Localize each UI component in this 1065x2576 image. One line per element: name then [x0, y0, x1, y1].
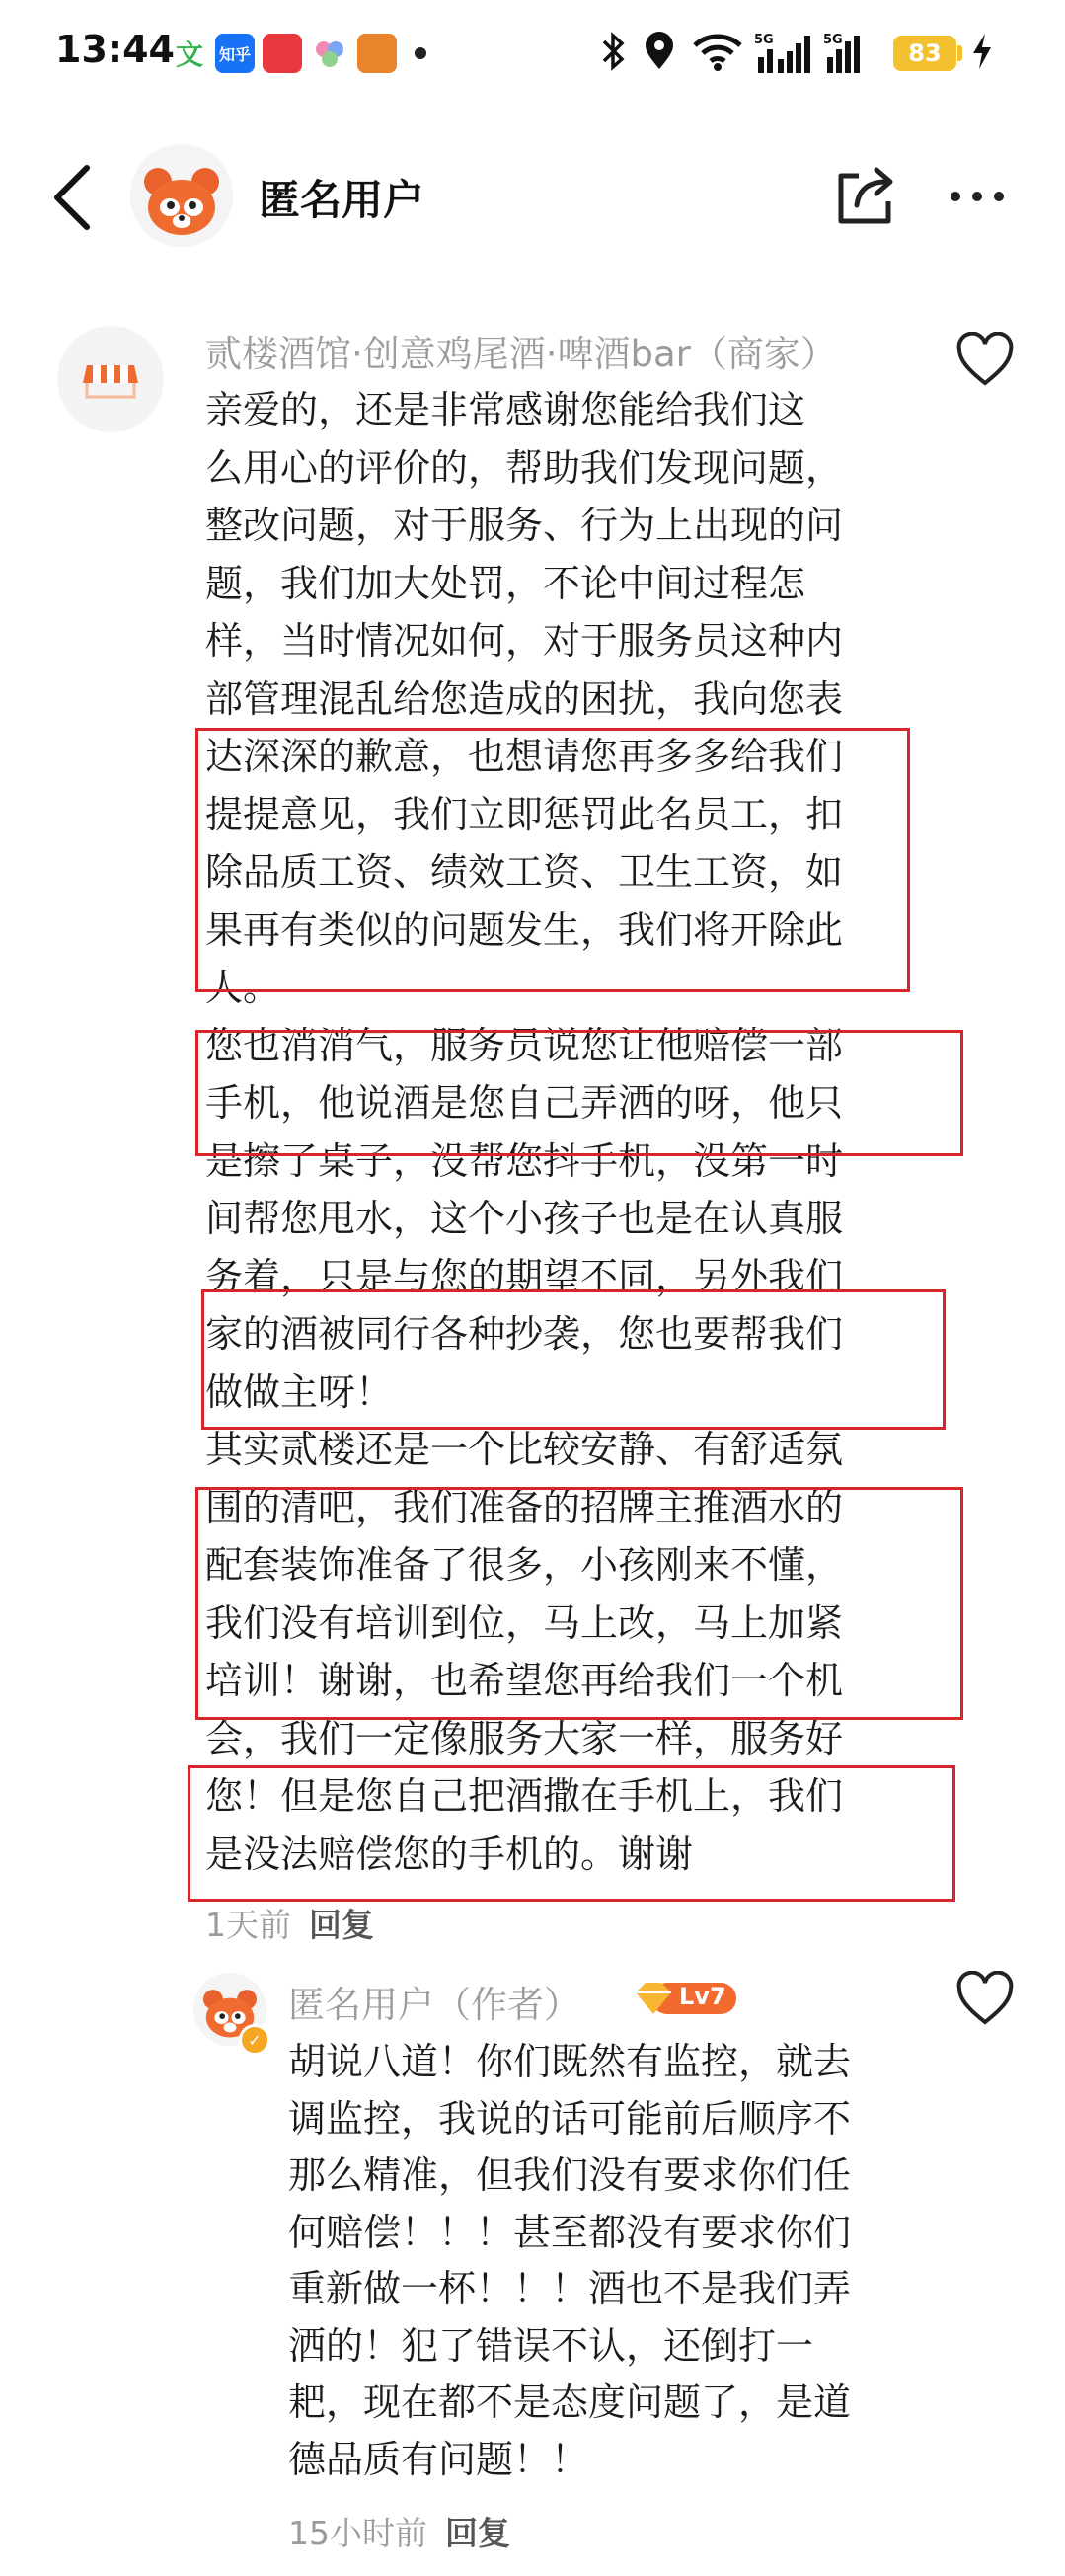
comment-line: 间帮您甩水，这个小孩子也是在认真服: [205, 1197, 844, 1240]
reply-button[interactable]: 回复: [445, 2514, 510, 2552]
comment-line: 围的清吧，我们准备的招牌主推酒水的: [205, 1485, 844, 1529]
reply-line: 调监控，我说的话可能前后顺序不: [288, 2096, 852, 2141]
comment-line: 部管理混乱给您造成的困扰，我向您表: [205, 676, 844, 721]
comment-line: 务着，只是与您的期望不同，另外我们: [205, 1254, 844, 1298]
comment-line: 其实贰楼还是一个比较安静、有舒适氛: [205, 1428, 844, 1471]
avatar[interactable]: [130, 144, 233, 247]
comment-line: 果再有类似的问题发生，我们将开除此: [205, 907, 844, 952]
charging-icon: [969, 30, 995, 82]
comment-line: 整改问题，对于服务、行为上出现的问: [205, 504, 844, 547]
comment-line: 做做主呀！: [205, 1369, 394, 1414]
status-bar: [0, 0, 1065, 99]
comment-line: 题，我们加大处罚，不论中间过程怎: [205, 561, 806, 605]
reply-text: [288, 2034, 940, 2488]
share-button[interactable]: [829, 158, 904, 233]
svg-text:5G: 5G: [754, 33, 774, 47]
merchant-avatar[interactable]: [57, 326, 164, 432]
reply-meta: [288, 2508, 510, 2554]
svg-text:5G: 5G: [823, 33, 843, 47]
like-button[interactable]: [955, 332, 1015, 387]
zhihu-app-icon: 知乎: [215, 34, 255, 73]
store-icon: [57, 326, 164, 432]
battery-indicator: 83: [893, 36, 956, 71]
more-notifications-dot: [415, 47, 426, 59]
reply-line: 重新做一杯！！！酒也不是我们弄: [288, 2267, 852, 2310]
comment-line: 是擦了桌子，没帮您抖手机，没第一时: [205, 1138, 844, 1183]
comment-line: 达深深的歉意，也想请您再多多给我们: [205, 735, 844, 778]
comment-line: 是没法赔偿您的手机的。谢谢: [205, 1832, 694, 1876]
comment-line: 么用心的评价的，帮助我们发现问题，: [205, 445, 844, 490]
status-time: 13:44: [55, 28, 175, 71]
level-badge: [632, 1979, 738, 2018]
comment-time: 1天前: [205, 1906, 291, 1944]
comment-line: 手机，他说酒是您自己弄洒的呀，他只: [205, 1081, 844, 1125]
reply-author-name[interactable]: 匿名用户（作者）: [288, 1984, 580, 2026]
reply-time: 15小时前: [288, 2514, 427, 2552]
comment-line: 亲爱的，还是非常感谢您能给我们这: [205, 388, 806, 431]
reply-button[interactable]: 回复: [309, 1906, 374, 1944]
comment-line: 提提意见，我们立即惩罚此名员工，扣: [205, 792, 844, 836]
like-button[interactable]: [955, 1971, 1015, 2026]
highlight-box: [195, 728, 910, 992]
heart-icon: [955, 332, 1015, 387]
comment-line: 您！但是您自己把酒撒在手机上，我们: [205, 1774, 844, 1818]
more-button[interactable]: [948, 183, 1007, 206]
comment-line: 样，当时情况如何，对于服务员这种内: [205, 619, 844, 663]
comment-line: 家的酒被同行各种抄袭，您也要帮我们: [205, 1312, 844, 1356]
level-label: Lv7: [679, 1983, 726, 2010]
back-button[interactable]: [43, 158, 103, 237]
comment-line: 我们没有培训到位，马上改，马上加紧: [205, 1600, 844, 1645]
comment-line: 人。: [205, 966, 281, 1009]
comment-line: 配套装饰准备了很多，小孩刚来不懂，: [205, 1543, 844, 1587]
merchant-name[interactable]: 贰楼酒馆·创意鸡尾酒·啤酒bar（商家）: [205, 333, 837, 375]
reply-line: 耙，现在都不是态度问题了，是道: [288, 2381, 852, 2424]
back-arrow-icon: [43, 158, 103, 237]
wen-app-icon: 文: [175, 39, 203, 71]
comment-line: 您也消消气，服务员说您让他赔偿一部: [205, 1023, 844, 1067]
more-dots-icon: [948, 187, 1007, 206]
location-icon: [642, 30, 677, 82]
app-icon-flower: [310, 34, 349, 73]
page-title: 匿名用户: [259, 176, 425, 224]
signal-icon-2: [823, 30, 882, 86]
top-nav-bar: [0, 128, 1065, 267]
heart-icon: [955, 1971, 1015, 2026]
reply-line: 德品质有问题！！: [288, 2437, 589, 2481]
red-panda-avatar-icon: [130, 144, 233, 247]
comment-line: 除品质工资、绩效工资、卫生工资，如: [205, 850, 844, 894]
reply-line: 洒的！犯了错误不认，还倒打一: [288, 2323, 814, 2368]
app-icon-orange: [357, 34, 397, 73]
reply-line: 胡说八道！你们既然有监控，就去: [288, 2040, 852, 2083]
comment-line: 培训！谢谢，也希望您再给我们一个机: [205, 1659, 844, 1702]
comment-meta: [205, 1900, 374, 1946]
highlight-box: [195, 1487, 963, 1720]
wifi-icon: [691, 30, 744, 82]
highlight-box: [201, 1289, 946, 1430]
highlight-box: [188, 1765, 955, 1902]
signal-icon-1: [754, 30, 813, 86]
app-icon-red: [263, 34, 302, 73]
bluetooth-icon: [596, 30, 630, 82]
highlight-box: [195, 1030, 963, 1156]
comment-line: 会，我们一定像服务大家一样，服务好: [205, 1716, 844, 1760]
reply-line: 那么精准，但我们没有要求你们任: [288, 2153, 852, 2197]
verified-badge-icon: ✓: [239, 2024, 270, 2056]
share-icon: [829, 158, 904, 233]
reply-line: 何赔偿！！！甚至都没有要求你们: [288, 2210, 852, 2254]
